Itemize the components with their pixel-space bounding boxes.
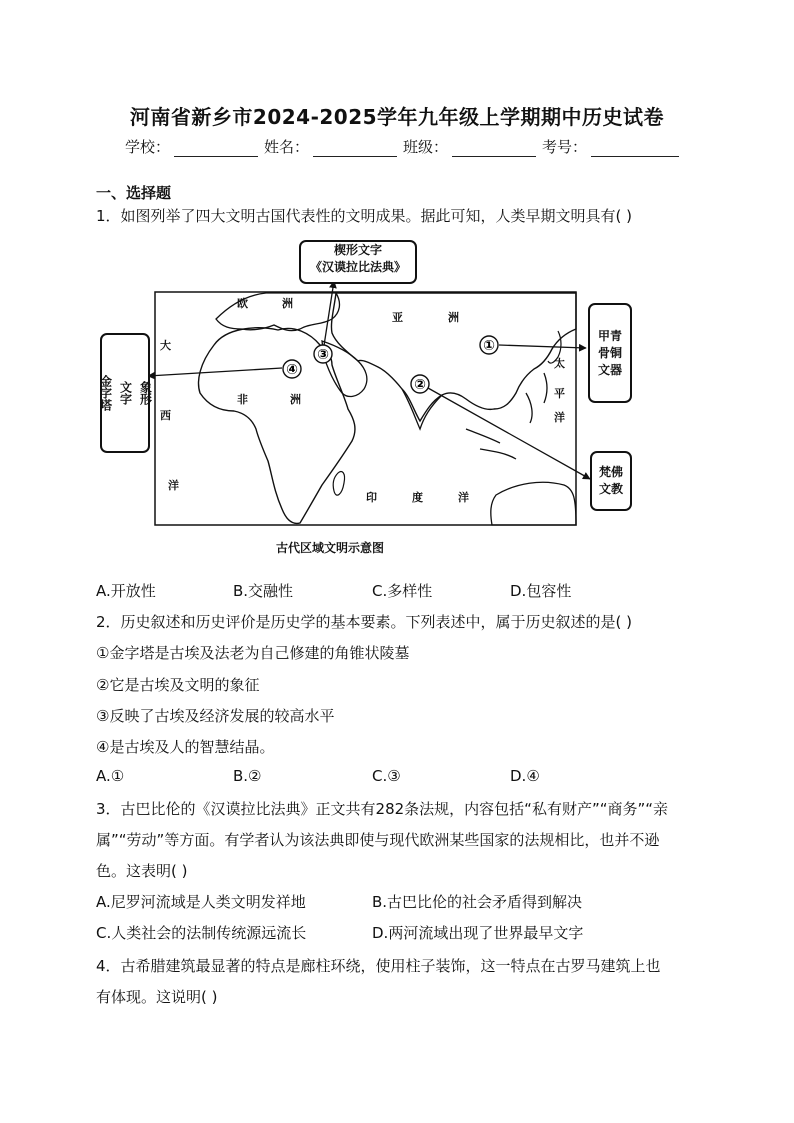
class-label: 班级：: [403, 138, 449, 156]
exam-title: 河南省新乡市2024-2025学年九年级上学期期中历史试卷: [129, 105, 665, 129]
box-left-col3: 金字塔: [98, 375, 113, 411]
q2-item-1: ①金字塔是古埃及法老为自己修建的角锥状陵墓: [96, 644, 410, 662]
q4-stem-line-1: 4．古希腊建筑最显著的特点是廊柱环绕，使用柱子装饰，这一特点在古罗马建筑上也: [96, 957, 661, 975]
q2-option-a[interactable]: A.①: [96, 767, 125, 785]
label-indian-2: 度: [412, 491, 423, 504]
q2-item-2: ②它是古埃及文明的象征: [96, 676, 260, 694]
q3-stem-line-2: 属”“劳动”等方面。有学者认为该法典即使与现代欧洲某些国家的法规相比，也并不逊: [96, 831, 660, 849]
q2-option-d[interactable]: D.④: [510, 767, 540, 785]
exam-number-blank[interactable]: [591, 140, 679, 157]
marker-label-3: ③: [317, 347, 329, 363]
label-atlantic-3: 洋: [168, 479, 179, 492]
name-label: 姓名：: [264, 138, 310, 156]
label-indian-1: 印: [366, 491, 377, 504]
label-africa-2: 洲: [290, 393, 301, 406]
q1-option-b[interactable]: B.交融性: [233, 582, 294, 600]
box-hieroglyph-pyramid: [98, 333, 153, 453]
q2-option-c[interactable]: C.③: [372, 767, 401, 785]
label-indian-3: 洋: [458, 491, 469, 504]
box-left-col1: 象形: [138, 381, 153, 405]
q1-option-d[interactable]: D.包容性: [510, 582, 572, 600]
label-asia-2: 洲: [448, 311, 459, 324]
q3-stem-line-3: 色。这表明( ): [96, 862, 188, 880]
civilization-map-figure: [96, 233, 636, 563]
class-blank[interactable]: [452, 140, 536, 157]
map-caption: 古代区域文明示意图: [276, 541, 385, 555]
label-pacific-2: 平: [554, 387, 565, 400]
q2-item-3: ③反映了古埃及经济发展的较高水平: [96, 707, 335, 725]
label-europe-1: 欧: [237, 297, 248, 310]
label-atlantic-2: 西: [160, 409, 171, 422]
q3-option-c[interactable]: C.人类社会的法制传统源远流长: [96, 924, 307, 942]
marker-label-4: ④: [286, 362, 298, 378]
marker-label-1: ①: [483, 338, 495, 354]
q1-option-a[interactable]: A.开放性: [96, 582, 156, 600]
q2-item-4: ④是古埃及人的智慧结晶。: [96, 738, 275, 756]
label-pacific-1: 太: [554, 357, 565, 370]
q3-option-d[interactable]: D.两河流域出现了世界最早文字: [372, 924, 584, 942]
box-left-col2: 文字: [118, 381, 133, 405]
label-pacific-3: 洋: [554, 411, 565, 424]
box-cuneiform-code: 楔形文字 《汉谟拉比法典》: [299, 240, 417, 284]
q3-option-a[interactable]: A.尼罗河流域是人类文明发祥地: [96, 893, 306, 911]
student-info-row: [125, 136, 685, 157]
label-asia-1: 亚: [392, 311, 403, 324]
q3-option-b[interactable]: B.古巴比伦的社会矛盾得到解决: [372, 893, 583, 911]
box-oracle-bronze: 甲青 骨铜 文器: [588, 303, 632, 403]
name-blank[interactable]: [313, 140, 397, 157]
q1-option-c[interactable]: C.多样性: [372, 582, 433, 600]
label-europe-2: 洲: [282, 297, 293, 310]
q2-option-b[interactable]: B.②: [233, 767, 262, 785]
box-sanskrit-buddhism: 梵佛 文教: [590, 451, 632, 511]
q2-stem: 2．历史叙述和历史评价是历史学的基本要素。下列表述中，属于历史叙述的是( ): [96, 613, 633, 631]
label-africa-1: 非: [237, 393, 248, 406]
section-title: 一、选择题: [96, 184, 172, 202]
q4-stem-line-2: 有体现。这说明( ): [96, 988, 218, 1006]
label-atlantic-1: 大: [160, 339, 171, 352]
marker-label-2: ②: [414, 377, 426, 393]
school-label: 学校：: [125, 138, 171, 156]
q3-stem-line-1: 3．古巴比伦的《汉谟拉比法典》正文共有282条法规，内容包括“私有财产”“商务”“亲: [96, 800, 669, 818]
exam-number-label: 考号：: [542, 138, 588, 156]
q1-stem: 1．如图列举了四大文明古国代表性的文明成果。据此可知，人类早期文明具有( ): [96, 207, 633, 225]
school-blank[interactable]: [174, 140, 258, 157]
